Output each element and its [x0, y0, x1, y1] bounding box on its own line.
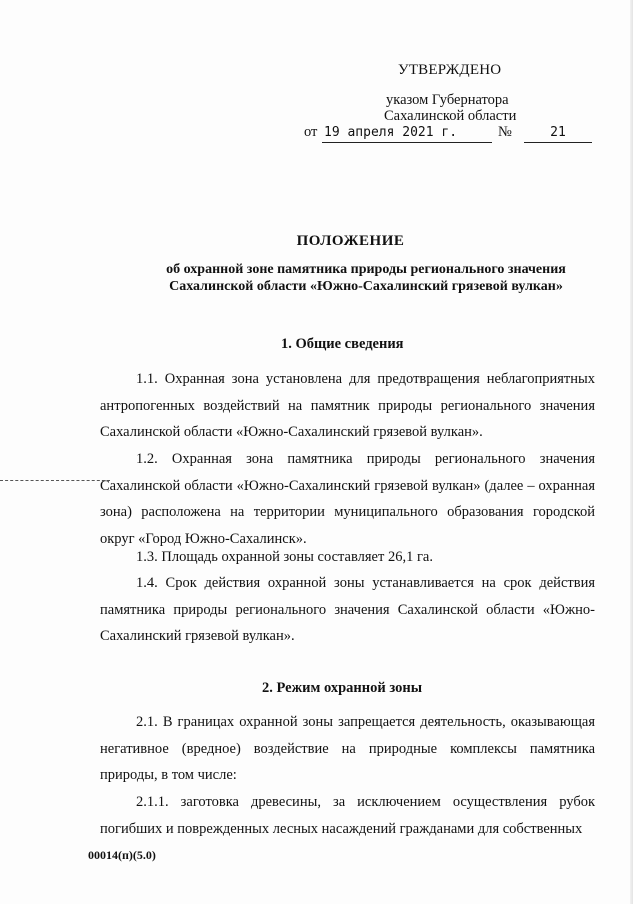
paragraph-1-2	[100, 446, 595, 552]
paragraph-text: 1.2. Охранная зона памятника природы регионального значения Сахалинской области «Южно-Сахалинский грязевой вулкан» (далее – охранная зона) расположена на территории муниципального образования городской округ «Город Южно-Сахалинск».	[100, 451, 595, 547]
paragraph-2-1-1	[100, 789, 595, 842]
paragraph-text: 1.3. Площадь охранной зоны составляет 26,1 га.	[136, 549, 433, 565]
document-subtitle: об охранной зоне памятника природы регионального значения Сахалинской области «Южно-Сахалинский грязевой вулкан»	[166, 262, 566, 294]
paragraph-text: 2.1.1. заготовка древесины, за исключением осуществления рубок погибших и поврежденных лесных насаждений гражданами для собственных	[100, 794, 595, 837]
paragraph-text: 1.1. Охранная зона установлена для предотвращения неблагоприятных антропогенных воздействий на памятник природы регионального значения Сахалинской области «Южно-Сахалинский грязевой вулкан».	[100, 371, 595, 440]
form-code: 00014(п)(5.0)	[88, 848, 156, 862]
paragraph-text: 2.1. В границах охранной зоны запрещается деятельность, оказывающая негативное (вредное) воздействие на природные комплексы памятника природы, в том числе:	[100, 714, 595, 783]
paragraph-2-1	[100, 709, 595, 789]
scan-artifact-line	[0, 480, 110, 482]
decree-region: Сахалинской области	[384, 108, 517, 124]
paragraph-1-4	[100, 570, 595, 650]
section-heading-regime: 2. Режим охранной зоны	[262, 680, 423, 696]
section-heading-general: 1. Общие сведения	[281, 336, 404, 352]
number-sign: №	[498, 124, 512, 140]
approval-status: УТВЕРЖДЕНО	[398, 62, 502, 78]
date-from-label: от	[304, 124, 318, 140]
decree-date: 19 апреля 2021 г.	[322, 125, 492, 143]
paragraph-text: 1.4. Срок действия охранной зоны устанавливается на срок действия памятника природы регионального значения Сахалинской области «Южно-Сахалинский грязевой вулкан».	[100, 575, 595, 644]
document-title: ПОЛОЖЕНИЕ	[296, 233, 405, 249]
paragraph-1-3	[100, 544, 595, 571]
decree-authority: указом Губернатора	[386, 92, 509, 108]
decree-number: 21	[524, 125, 592, 143]
paragraph-1-1	[100, 366, 595, 446]
